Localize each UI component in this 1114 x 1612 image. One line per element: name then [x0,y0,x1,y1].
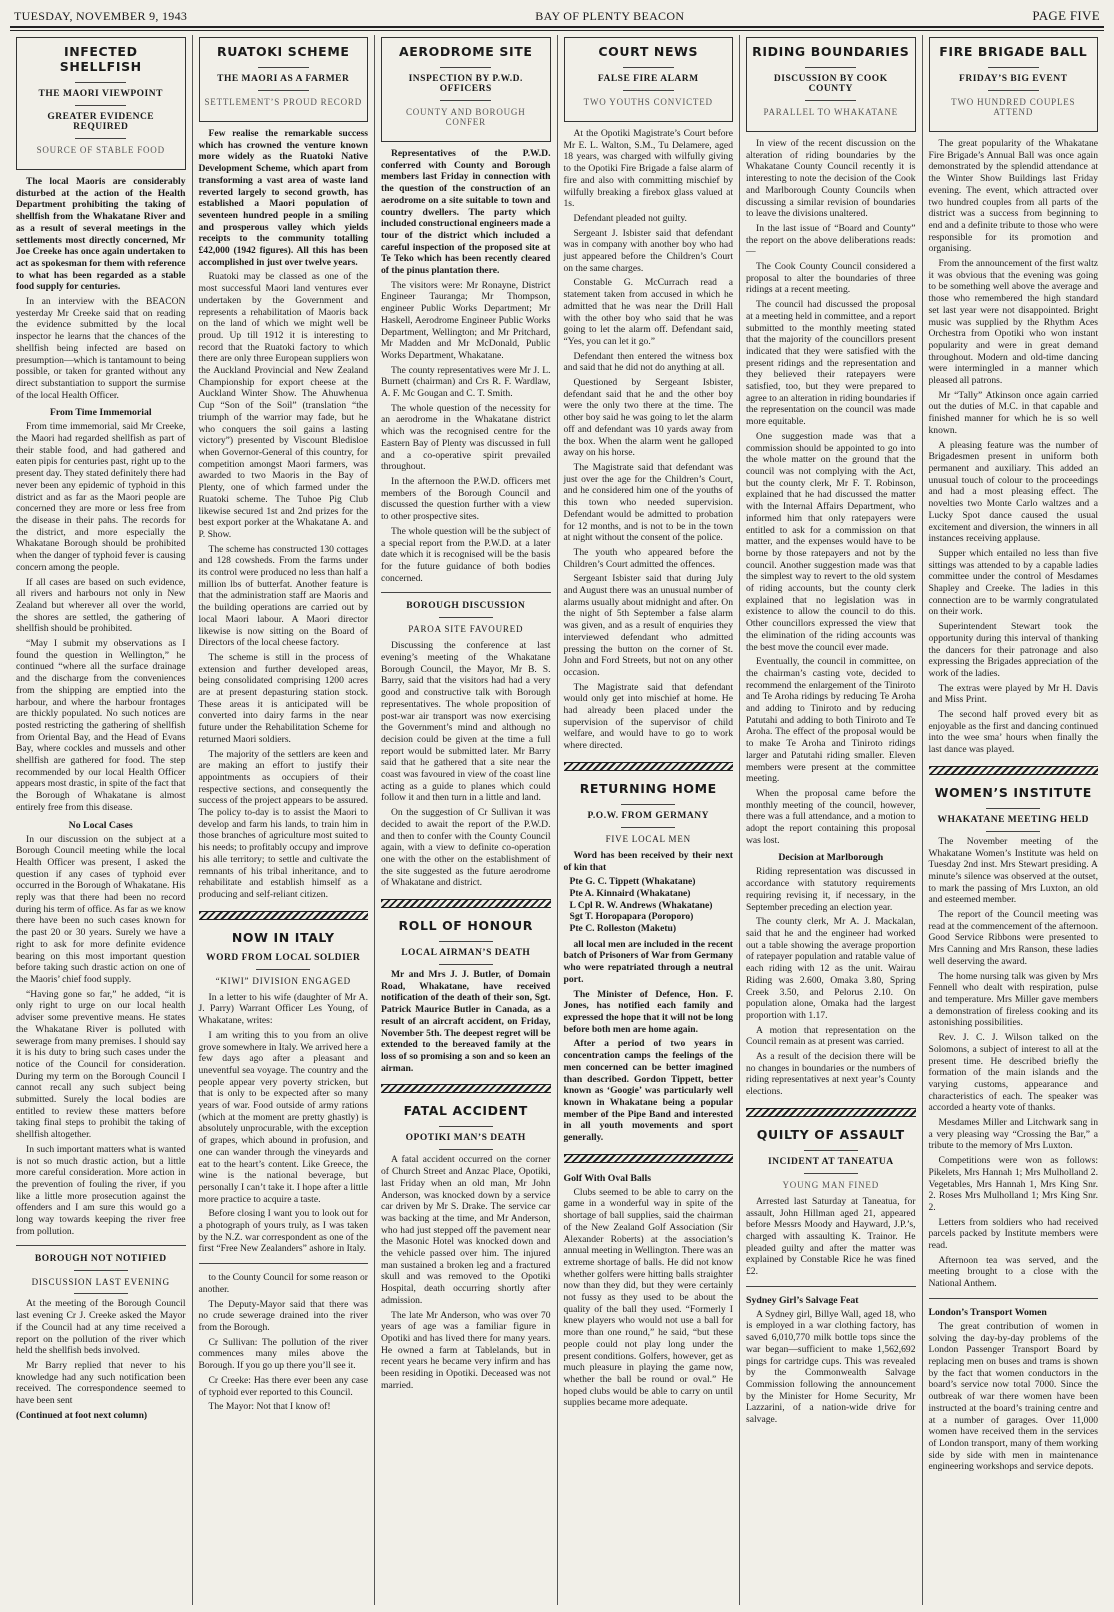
pow-name-list [564,876,734,935]
paragraph: In view of the recent discussion on the alteration of riding boundaries by the Whakatane County Council recently it is interesting to note the decision of the Cook and Marlborough County Councils when discussing a similar revision of boundaries to leave the divisions unaltered. [746,138,916,220]
paragraph: The county clerk, Mr A. J. Mackalan, said that he and the engineer had worked out a table showing the average proportion of ratepayer population and ratable value of each riding with 12 as the unit. Wairau Riding was 2.600, Omaka 3.80, Spring Creek 3.50, and Pelorus 2.10. On population alone, Omaka had the largest proportion with 1.17. [746,916,916,1021]
subheading: SOURCE OF STABLE FOOD [36,145,165,155]
subheading: GREATER EVIDENCE REQUIRED [47,112,155,132]
paragraph: One suggestion made was that a commission should be appointed to go into the whole matter on the ground that the council was not complying with the Act, but the county clerk, Mr F. T. Robinson, explained that he had discussed the matter with the Internal Affairs Department, who informed him that only ratepayers were entitled to ask for a commission on that matter, and the expenses would have to be borne by those ratepayers and not by the council. Another suggestion made was that the simplest way to revert to the old system of riding accounts, but the county clerk explained that no legislation was in existence to allow the council to do this. Other councillors expressed the view that the elimination of the riding accounts was the best move the council ever made. [746,430,916,653]
subheading: TWO YOUTHS CONVICTED [583,97,713,107]
paragraph: The home nursing talk was given by Mrs Fennell who dealt with respiration, pulse and temperature. Mrs Miller gave members a demonstration of fireless cooking and its astonishing possibilities. [928,970,1098,1029]
paragraph: In an interview with the BEACON yesterday Mr Creeke said that on reading the evidence submitted by the local inspector he learns that the chances of the shellfish being infected are based on presumption—which is tantamount to being possible, or taken for granted without any direct substantiation to support the surmise of the local Health Officer. [16,296,186,401]
paragraph: A fatal accident occurred on the corner of Church Street and Anzac Place, Opotiki, last Friday when an old man, Mr John Anderson, was knocked down by a service car driven by Mr S. Drake. The service car was backing at the time, and Mr Anderson, who had just stepped off the pavement near the Masonic Hotel was knocked down and the vehicle passed over him. The injured man sustained a broken leg and a fractured skull and was removed to the Opotiki Hospital, death occurring shortly after admission. [381,1154,551,1306]
paragraph: Rev. J. C. J. Wilson talked on the Solomons, a subject of interest to all at the present time. He described briefly the formation of the main islands and the varying customs, appearance and characteristics of each. The speaker was accorded a hearty vote of thanks. [928,1032,1098,1114]
paragraph: The great contribution of women in solving the day-by-day problems of the London Passenger Transport Board by replacing men on buses and trams is shown by the fact that women conductors in the board’s service now total 7000. Since the outbreak of war there women have been instructed at the board’s training centre and at a number of garages. Over 11,000 women have received them in the services of London transport, many of them working side by side with men in maintenance engineering workshops and service depots. [928,1320,1098,1473]
paragraph: Cr Creeke: Has there ever been any case of typhoid ever reported to this Council. [198,1374,368,1398]
paragraph: Eventually, the council in committee, on the chairman’s casting vote, decided to recommend the enlargement of the Tiniroto and Te Aroha ridings by reducing Te Aroha and adding to Tiniroto and by reducing Patutahi and adding to both Tiniroto and Te Aroha. The effect of the proposal would be to make Te Aroha and Tiniroto ridings larger and Patutahi riding smaller. Eleven members were present at the committee meeting. [746,656,916,785]
subheading: FALSE FIRE ALARM [597,74,699,84]
paragraph: Afternoon tea was served, and the meeting brought to a close with the National Anthem. [928,1254,1098,1290]
paragraph: The Cook County Council considered a proposal to alter the boundaries of three ridings at a recent meeting. [746,261,916,296]
paragraph: Before closing I want you to look out for a photograph of yours truly, as I was taken by the N.Z. war correspondent as one of the first “Free New Zealanders” ashore in Italy. [198,1208,368,1255]
paragraph: The youth who appeared before the Children’s Court admitted the offences. [563,546,733,570]
paragraph: From time immemorial, said Mr Creeke, the Maori had regarded shellfish as part of their stable food, and had gathered and eaten pipis for centuries past, right up to the present day. They stated definitely there had never been any epidemic of typhoid in this district and as far as the Maori people are concerned they are more or less free from the disease in their pahs. The records for the district, and more especially the Whakatane Borough should be prohibited when the danger of typhoid fever is causing concern among the people. [16,421,186,573]
subheading: “KIWI” DIVISION ENGAGED [215,975,351,986]
decorative-rule [564,1154,734,1163]
section-heading: London’s Transport Women [928,1306,1047,1318]
paragraph: The second half proved every bit as enjoyable as the first and dancing continued into the wee sma’ hours when finally the last dance was played. [928,709,1098,756]
paragraph: The extras were played by Mr H. Davis and Miss Print. [928,682,1098,706]
paragraph: The report of the Council meeting was read at the commencement of the afternoon. Good Service Ribbons were presented to Mrs Canning and Mrs Ranson, these ladies well deserving the award. [928,909,1098,967]
paragraph: The late Mr Anderson, who was over 70 years of age was a familiar figure in Opotiki and has lived there for many years. He owned a farm at Tablelands, but in recent years he became very infirm and has been residing in Opotiki. Deceased was not married. [381,1309,551,1391]
paragraph: Riding representation was discussed in accordance with statutory requirements requiring revising it, if necessary, in the September preceding an election year. [746,866,916,913]
paragraph: The Mayor: Not that I know of! [208,1401,331,1413]
paragraph: From the announcement of the first waltz it was obvious that the evening was going to be something well above the average and those who remembered the high standard set last year were not disappointed. Bright music was supplied by the Rhythm Aces Orchestra from Opotiki who won instant popularity and were in great demand throughout. Modern and old-time dancing were intermingled in a manner which pleased all patrons. [928,258,1098,387]
subheading: DISCUSSION BY COOK COUNTY [773,74,888,94]
paragraph: Discussing the conference at last evening’s meeting of the Whakatane Borough Council, the Mayor, Mr B. S. Barry, said that the visitors had had a very good and constructive talk with Borough representatives. The whole proposition of post-war air transport was now exercising the Government’s mind and although no decision could be given at the time a full report would be submitted later. Mr Barry said that he gathered that a site near the coast was favoured in view of the coast line acting as a guide to planes which could follow it and then turn in a little and land. [381,640,551,804]
subheading: P.O.W. FROM GERMANY [587,810,709,821]
paragraph: all local men are included in the recent batch of Prisoners of War from Germany who were repatriated through a neutral port. [563,938,733,985]
headline-box [929,37,1099,132]
paragraph: Arrested last Saturday at Taneatua, for assault, John Hillman aged 21, appeared before Messrs Moody and Hayward, J.P.’s, charged with assaulting K. Trainor. He pleaded guilty and after the matter was explained by Constable Rice he was fined £2. [746,1195,916,1278]
subheading: COUNTY AND BOROUGH CONFER [405,107,526,127]
subheading: INCIDENT AT TANEATUA [767,1156,894,1167]
paragraph: The whole question of the necessity for an aerodrome in the Whakatane district which was the recognised centre for the Eastern Bay of Plenty was discussed in full and a co-operative spirit prevailed throughout. [381,402,551,473]
headline-box [564,37,734,122]
paragraph: Cr Sullivan: The pollution of the river commences many miles above the Borough. If you go up there you’ll see it. [198,1336,368,1372]
decorative-rule [929,766,1099,775]
paragraph: At the Opotiki Magistrate’s Court before Mr E. L. Walton, S.M., Tu Delamere, aged 18 years, was charged with wilfully giving to the Opotiki Fire Brigade a false alarm of fire and also with committing mischief by wilfully breaking a firebox glass valued at 1s. [563,128,733,210]
paragraph: The great popularity of the Whakatane Fire Brigade’s Annual Ball was once again demonstrated by the splendid attendance at the Winter Show Buildings last Friday evening. The event, which attracted over two hundred couples from all parts of the district was a success from beginning to end and a definite tribute to those who were responsible for its promotion and organising. [928,138,1098,255]
paragraph: to the County Council for some reason or another. [198,1272,368,1295]
decorative-rule [746,1108,916,1117]
paragraph: The Magistrate said that defendant would only get into mischief at home. He had already been placed under the supervision of the supervisor of child welfare, and would have to go to work where directed. [563,681,733,752]
paragraph: The visitors were: Mr Ronayne, District Engineer Tauranga; Mr Thompson, engineer Public Works Department; Mr Haskell, Aerodrome Engineer Public Works Department, Wellington; and Mr Pritchard, Mr Madden and Mr McDonald, Public Works Department, Whakatane. [381,279,551,361]
paragraph: After a period of two years in concentration camps the feelings of the men concerned can be better imagined than described. Gordon Tippett, better known as ‘Googie’ was particularly well known in Whakatane being a popular member of the Pipe Band and interested in all youth movements and sport generally. [563,1038,733,1144]
paragraph: Mr Barry replied that never to his knowledge had any such notification been received. The correspondence seemed to have been sent [16,1359,186,1407]
column-3 [375,35,558,1605]
paragraph: A pleasing feature was the number of Brigadesmen present in uniform both permanent and auxiliary. This added an unusual touch of colour to the proceedings and had a most pleasing effect. The novelties two Monte Carlo waltzes and a Lucky Spot dance caused the usual excitement and diversion, the winners in all instances receiving applause. [928,439,1098,545]
decorative-rule [381,899,551,908]
paragraph: Sergeant J. Isbister said that defendant was in company with another boy who had just appeared before the Children’s Court on the same charges. [563,227,733,274]
article-intro: The local Maoris are considerably disturbed at the action of the Health Department prohibiting the taking of shellfish from the Whakatane River and as a result of several meetings in the settlements most directly concerned, Mr Joe Creeke has once again undertaken to act as spokesman for them with reference to what has been regarded as a stable food supply for centuries. [16,176,186,293]
column-5 [740,35,923,1605]
column-2 [193,35,376,1605]
paragraph: As a result of the decision there will be no changes in boundaries or the numbers of riding representatives at next year’s County elections. [746,1051,916,1098]
headline-fatal-accident: FATAL ACCIDENT [403,1103,528,1119]
headline-quilty-of-assault: QUILTY OF ASSAULT [756,1126,905,1142]
subheading: YOUNG MAN FINED [782,1179,879,1190]
paragraph: At the meeting of the Borough Council last evening Cr J. Creeke asked the Mayor if the Council had at any time received a report on the pollution of the river which held the shellfish beds involved. [16,1298,186,1357]
subheading: PAROA SITE FAVOURED [408,624,524,635]
headline-fire-brigade-ball: FIRE BRIGADE BALL [939,44,1088,59]
paragraph: “Having gone so far,” he added, “it is only right to urge on our local health adviser some preventive means. He states the Whakatane River is polluted with sewerage from many premises. I should say it is his duty to bring such cases under the notice of the Council for consideration. During my term on the Borough Council I cannot recall any such subject being submitted. Surely the local bodies are entitled to review these matters before taking final steps to prohibit the taking of shellfish altogether. [16,988,186,1141]
headline-borough-discussion: BOROUGH DISCUSSION [406,601,526,612]
masthead [10,4,1104,26]
subheading: TWO HUNDRED COUPLES ATTEND [951,97,1076,117]
paragraph: In the afternoon the P.W.D. officers met members of the Borough Council and discussed the question further with a view to other prospective sites. [381,475,551,523]
newspaper-title: BAY OF PLENTY BEACON [535,9,685,23]
section-heading: From Time Immemorial [49,407,152,419]
paragraph: The county representatives were Mr J. L. Burnett (chairman) and Crs R. F. Wardlaw, A. F. Mc Gougan and C. T. Smith. [381,364,551,400]
paragraph: In the last issue of “Board and County” the report on the above deliberations reads:— [746,222,916,258]
headline-infected-shellfish: INFECTED SHELLFISH [59,44,142,74]
paragraph: Constable G. McCurrach read a statement taken from accused in which he admitted that he was near the Drill Hall with the other boy who said that he was going to let the alarm off. Defendant said, “Yes, you can let it go.” [563,277,733,347]
paragraph: Superintendent Stewart took the opportunity during this interval of thanking the dancers for their patronage and also expressing the Brigades appreciation of the work of the ladies. [928,621,1098,679]
list-item: Pte G. C. Tippett (Whakatane) [569,876,696,888]
section-heading: No Local Cases [68,819,133,831]
section-heading: Sydney Girl’s Salvage Feat [746,1294,859,1306]
paragraph: If all cases are based on such evidence, all rivers and harbours not only in New Zealand but wherever all over the world, the shores are settled, the gathering of shellfish should be prohibited. [16,576,186,635]
subheading: LOCAL AIRMAN’S DEATH [401,948,531,959]
article-intro: Few realise the remarkable success which has crowned the venture known more widely as the Ruatoki Native Development Scheme, which apart from transforming a vast area of waste land reverted largely to second growth, has established a Maori population of seventeen hundred people in a smiling and prosperous valley which yields receipts to the community totalling £42,000 (1942 figures). All this has been accomplished in just over twelve years. [198,128,368,268]
section-heading: Decision at Marlborough [778,852,884,864]
paragraph: The scheme is still in the process of extension and further developed areas, being consolidated comprising 1200 acres are at present depasturing station stock. These areas it is anticipated will be converted into dairy farms in the near future under the Rehabilitation Scheme for returned Maori soldiers. [198,651,368,745]
list-item: Pte C. Rolleston (Maketu) [569,923,677,935]
paragraph: A Sydney girl, Billye Wall, aged 18, who is employed in a war clothing factory, has saved 6,010,770 milk bottle tops since the war began—sufficient to make 1,562,692 pings for cartridge cups. This was revealed by the Commonwealth Salvage Commission following the announcement by the Minister for Home Security, Mr Lazzarini, of a nation-wide drive for salvage. [746,1308,916,1426]
paragraph: The majority of the settlers are keen and are making an effort to justify their appointments as occupiers of their respective sections, and consequently the success of the project appears to be assured. The policy to-day is to assist the Maori to develop and farm his lands, to train him in those branches of agriculture most suited to his needs; to profitably occupy and improve his alle territory; to settle and cultivate the remnants of his tribal inheritance, and to rehabilitate and establish himself as a producing and self-reliant citizen. [198,748,368,900]
paragraph: “May I submit my observations as I found the question in Wellington,” he continued “where all the surface drainage and the discharge from the conveniences from the shipping are emptied into the harbour, and where the harbour frontages are thickly populated. No such notices are posted restricting the gathering of shellfish from Oriental Bay, and the Head of Evans Bay, where cockles and mussels and other shellfish are gathered for food. The step recommended by our local Health Officer appears most drastic, in spite of the fact that the Borough of Whakatane is almost entirely free from this disease. [16,638,186,813]
headline-riding-boundaries: RIDING BOUNDARIES [752,44,910,59]
paragraph: A motion that representation on the Council remain as at present was carried. [746,1024,916,1048]
paragraph: Questioned by Sergeant Isbister, defendant said that he and the other boy were the only two there at the time. The other boy said he was going to let the alarm off and defendant was 10 yards away from the box. When the alarm went he galloped away on his horse. [563,377,733,459]
columns [10,35,1104,1605]
headline-box [381,37,551,142]
subheading: PARALLEL TO WHAKATANE [763,107,898,117]
subheading: THE MAORI VIEWPOINT [38,89,163,99]
paragraph: The Deputy-Mayor said that there was no crude sewerage drained into the river from the Borough. [198,1298,368,1333]
headline-returning-home: RETURNING HOME [579,780,717,796]
headline-box [16,37,186,170]
masthead-rule [10,26,1104,31]
section-heading: Golf With Oval Balls [563,1172,652,1184]
paragraph: Clubs seemed to be able to carry on the game in a wonderful way in spite of the shortage of ball supplies, said the chairman of the New Zealand Golf Association (Sir Alexander Roberts) at the association’s annual meeting in Wellington. There was an extreme shortage of balls. He did not know whether golfers were hitting balls straighter now than they did, but they were certainly not fussy as they used to be about the quality of the ball they used. “Formerly I knew players who would not use a ball for more than one round,” he said, “but these people could not play long under the present conditions. Golfers, however, get as much pleasure in playing the game now, whether the ball be round or oval.” He hoped clubs would be able to carry on until supplies became more adequate. [563,1186,733,1409]
decorative-rule [199,911,369,920]
paragraph: Defendant then entered the witness box and said that he did not do anything at all. [563,350,733,374]
paragraph: When the proposal came before the monthly meeting of the council, however, there was a full attendance, and a motion to adopt the report containing this proposal was lost. [746,787,916,846]
paragraph: On the suggestion of Cr Sullivan it was decided to await the report of the P.W.D. and then to confer with the County Council again, with a view to definite co-operation one with the other on the establishment of the site suggested as the future aerodrome of Whakatane and district. [381,807,551,889]
subheading: THE MAORI AS A FARMER [217,74,350,84]
paragraph: Mesdames Miller and Litchwark sang in a very pleasing way “Crossing the Bar,” a tribute to the memory of Mrs Luxton. [928,1117,1098,1152]
paragraph: Mr and Mrs J. J. Butler, of Domain Road, Whakatane, have received notification of the death of their son, Sgt. Patrick Maurice Butler in Canada, as a result of an aircraft accident, on Friday, November 5th. The deepest regret will be extended to the bereaved family at the loss of so promising a son and so keen an airman. [381,969,551,1074]
issue-date: TUESDAY, NOVEMBER 9, 1943 [14,9,188,23]
paragraph: The Minister of Defence, Hon. F. Jones, has notified each family and expressed the hope that it will not be long before both men are home again. [563,988,733,1035]
list-item: Sgt T. Horopapara (Poroporo) [569,911,694,923]
subheading: WHAKATANE MEETING HELD [937,814,1090,825]
paragraph: Letters from soldiers who had received parcels packed by Institute members were read. [928,1216,1098,1252]
decorative-rule [564,762,734,771]
subheading: FIVE LOCAL MEN [605,833,691,844]
headline-borough-not-notified: BOROUGH NOT NOTIFIED [34,1254,167,1265]
paragraph: Defendant pleaded not guilty. [573,212,687,224]
paragraph: Mr “Tally” Atkinson once again carried out the duties of M.C. in that capable and finished manner for which he is so well known. [928,389,1098,436]
paragraph: Word has been received by their next of kin that [563,849,733,873]
subheading: INSPECTION BY P.W.D. OFFICERS [408,74,523,94]
paragraph: The November meeting of the Whakatane Women’s Institute was held on Tuesday 2nd inst. Mrs Stewart presiding. A minute’s silence was observed at the outset, to mark the passing of Mrs Luxton, an old and esteemed member. [928,835,1098,906]
headline-box [199,37,369,122]
paragraph: The scheme has constructed 130 cottages and 128 cowsheds. From the farms under its control were produced no less than half a million lbs of butterfat. Another feature is that the administration staff are Maoris and the building operations are carried out by local Maori labour. A Maori director likewise is now sitting on the Board of Directors of the local cheese factory. [198,543,368,649]
paragraph: I am writing this to you from an olive grove somewhere in Italy. We arrived here a few days ago after a pleasant and uneventful sea voyage. The country and the people appear very poverty stricken, but that is only to be expected after so many years of war. Food outside of army rations (which at the moment are pretty ghastly) is absolutely unprocurable, with the exception of grapes, which abound in profusion, and one can wander through the vineyards and eat to the heart’s content. Like Greece, the wine is the national beverage, but personally I can’t take it. I hope after a little more practice to acquire a taste. [198,1029,368,1205]
subheading: SETTLEMENT’S PROUD RECORD [204,97,362,107]
paragraph: Sergeant Isbister said that during July and August there was an unusual number of alarms usually about midnight and after. On the night of 5th September a false alarm was given, and as a result of enquiries they interviewed defendant who admitted pressing the button on the corner of St. John and Ford Streets, but not on any other occasion. [563,573,733,678]
subheading: FRIDAY’S BIG EVENT [959,74,1068,84]
headline-womens-institute: WOMEN’S INSTITUTE [934,784,1092,800]
subheading: OPOTIKI MAN’S DEATH [405,1133,526,1144]
headline-roll-of-honour: ROLL OF HONOUR [398,918,533,934]
continued-note: (Continued at foot next column) [16,1409,148,1421]
paragraph: In such important matters what is wanted is not so much drastic action, but a little more careful consideration. More action in the prevention of fouling the river, if you like a little more prosecution against the offenders and I am sure this would go a long way towards keeping the river free from pollution. [16,1143,186,1237]
paragraph: In a letter to his wife (daughter of Mr A. J. Parry) Warrant Officer Les Young, of Whakatane, writes: [198,991,368,1027]
column-1 [10,35,193,1605]
headline-now-in-italy: NOW IN ITALY [231,929,335,945]
headline-court-news: COURT NEWS [598,44,699,59]
list-item: Pte A. Kinnaird (Whakatane) [569,887,691,899]
paragraph: In our discussion on the subject at a Borough Council meeting while the local Health Officer was present, I asked the question if any cases of typhoid ever occurred in the Borough of Whakatane. His reply was that there had been no record during his term of office. As far as we know there have been no such cases known for the past 20 or 30 years. Surely we have a right to ask for more definite evidence bearing on this most important question before taking such drastic action on one of the Maoris’ chief food supply. [16,833,186,985]
paragraph: Competitions were won as follows: Pikelets, Mrs Hannah 1; Mrs Mulholland 2. Vegetables, Mrs Hannah 1, Mrs King Snr. 2. Roses Mrs Mulholland 1; Mrs King Snr. 2. [928,1155,1098,1213]
paragraph: The whole question will be the subject of a special report from the P.W.D. at a later date which it is recognised will be the basis for the future guidance of both bodies concerned. [381,525,551,584]
subheading: DISCUSSION LAST EVENING [31,1277,170,1288]
column-4 [558,35,741,1605]
paragraph: The council had discussed the proposal at a meeting held in committee, and a report submitted to the monthly meeting stated that the majority of the councillors present indicated that they were satisfied with the present ridings and the representation and they believed their ratepayers were satisfied, too, but they were prepared to agree to an alteration in riding boundaries if the representation on the council was made more equitable. [746,299,916,428]
paragraph: The Magistrate said that defendant was just over the age for the Children’s Court, and he considered him one of the youths of this town who needed supervision. Defendant would be admitted to probation for 12 months, and is not to be in the town at night without the consent of the police. [563,461,733,544]
article-intro: Representatives of the P.W.D. conferred with County and Borough members last Friday in connection with the question of the construction of an aerodrome on a site suitable to town and country dwellers. The party which included constructional engineers made a tour of the district which included a careful inspection of the proposed site at Te Teko which has been recently cleared of the pinus plantation there. [381,148,551,277]
subheading: WORD FROM LOCAL SOLDIER [206,952,361,963]
headline-ruatoki-scheme: RUATOKI SCHEME [217,44,350,59]
paragraph: Supper which entailed no less than five sittings was attended to by a capable ladies committee under the control of Mesdames Shapley and Creeke. The ladies in this connection are to be warmly congratulated on their work. [928,547,1098,618]
column-6 [923,35,1105,1605]
paragraph: Ruatoki may be classed as one of the most successful Maori land ventures ever undertaken by the Government and represents a rehabilitation of Maoris back on the land of which we might well be proud. Up till 1912 it is interesting to record that the Ruatoki factory to which there are only three European suppliers won the Auckland Provincial and New Zealand Championship for export cheese at the Auckland Winter Show. The Ahuwhenua Cup “Son of the Soil” (translation “the triumph of the warrior may fade, but he who conquers the soil gains a lasting victory”) presented by Viscount Bledisloe when Governor-General of this country, for competition amongst Maori farmers, was awarded to two Maoris in the Bay of Plenty, one of which farmed under the Ruatoki scheme. The Tuhoe Pig Club likewise secured 1st and 2nd prizes for the best export porker at the Whakatane A. and P. Show. [198,271,368,540]
list-item: L Cpl R. W. Andrews (Whakatane) [569,899,713,911]
decorative-rule [381,1084,551,1093]
headline-aerodrome-site: AERODROME SITE [398,44,533,59]
page-number: PAGE FIVE [1032,8,1100,23]
headline-box [746,37,916,132]
